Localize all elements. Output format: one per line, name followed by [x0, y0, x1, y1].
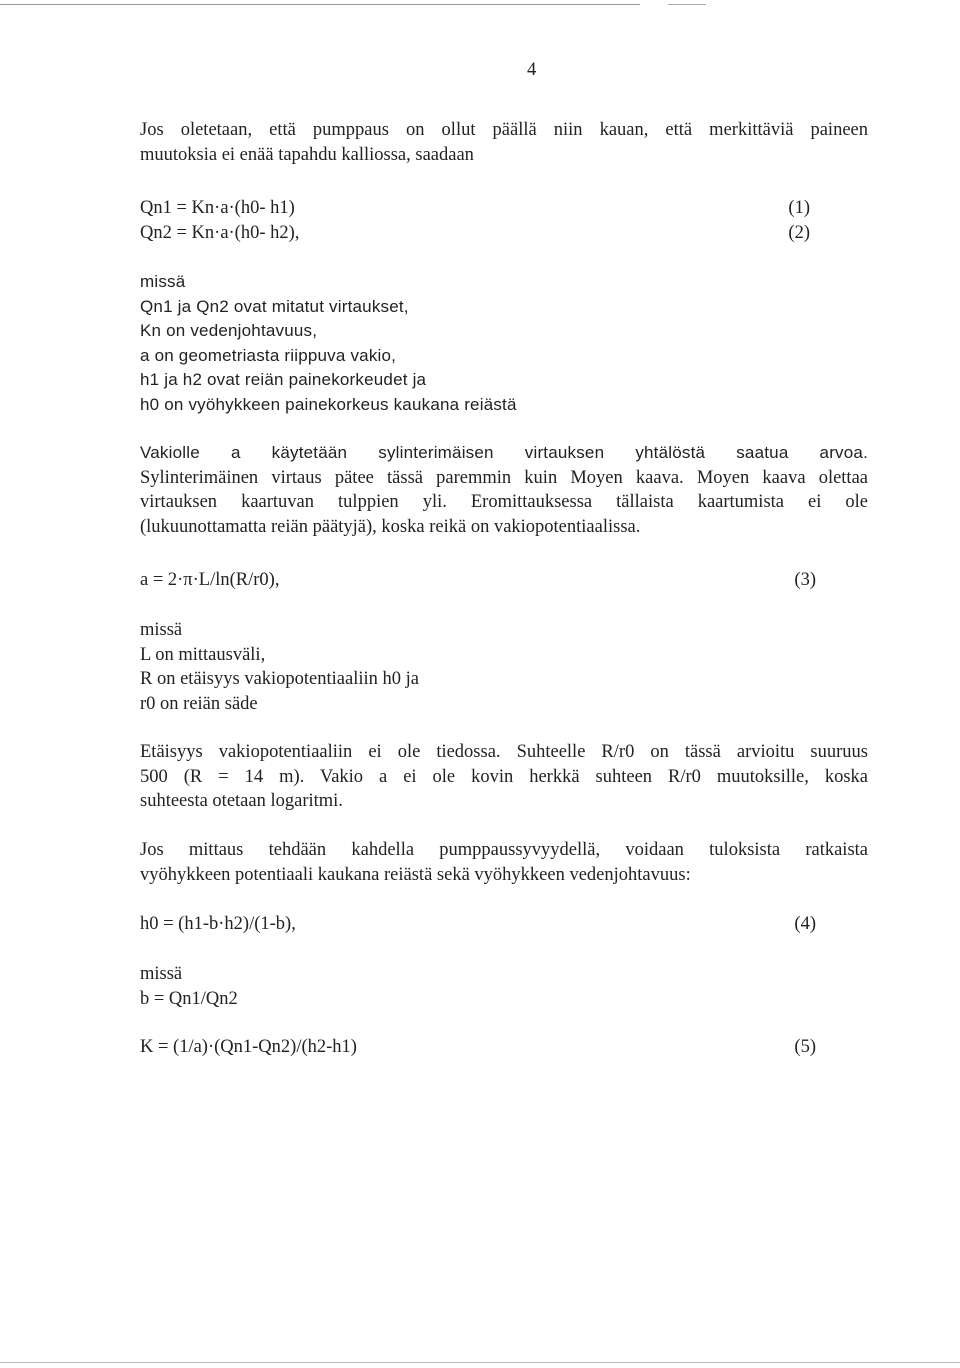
definition-heading: missä	[140, 620, 183, 640]
equation-formula: Qn1 = Kn·a·(h0- h1)	[140, 198, 295, 218]
text-line: Sylinterimäinen virtaus pätee tässä paremmin kuin Moyen kaava. Moyen kaava olettaa	[140, 467, 868, 488]
definition-item: Qn1 ja Qn2 ovat mitatut virtaukset,	[140, 296, 409, 316]
equation-formula: K = (1/a)·(Qn1-Qn2)/(h2-h1)	[140, 1037, 357, 1057]
equation-3	[140, 568, 816, 593]
scan-edge-line	[668, 4, 706, 5]
definition-item: r0 on reiän säde	[140, 693, 258, 714]
definition-heading: missä	[140, 964, 183, 984]
scan-edge-line	[0, 4, 640, 5]
text-line: muutoksia ei enää tapahdu kalliossa, saadaan	[140, 144, 474, 165]
paragraph-jos	[140, 838, 868, 887]
definitions-list	[140, 962, 868, 1011]
equation-5	[140, 1035, 816, 1060]
equation-number: (1)	[788, 198, 810, 218]
paragraph-vakio	[140, 441, 868, 539]
equation-number: (3)	[794, 570, 816, 590]
equation-number: (2)	[788, 223, 810, 243]
definition-item: L on mittausväli,	[140, 644, 266, 665]
scan-edge-line	[0, 1362, 960, 1363]
definition-item: h1 ja h2 ovat reiän painekorkeudet ja	[140, 370, 427, 389]
equation-number: (5)	[794, 1037, 816, 1057]
equation-formula: h0 = (h1-b·h2)/(1-b),	[140, 914, 296, 934]
definitions-list	[140, 618, 868, 716]
definition-item: b = Qn1/Qn2	[140, 988, 238, 1009]
text-line: virtauksen kaartuvan tulppien yli. Eromittauksessa tällaista kaartumista ei ole	[140, 492, 868, 512]
text-line: Vakiolle a käytetään sylinterimäisen virtauksen yhtälöstä saatua arvoa.	[140, 443, 868, 462]
equation-number: (4)	[794, 914, 816, 934]
definition-heading: missä	[140, 272, 186, 291]
definitions-list	[140, 270, 868, 417]
equation-2	[140, 221, 810, 246]
definition-item: a on geometriasta riippuva vakio,	[140, 345, 397, 365]
text-line: (lukuunottamatta reiän päätyjä), koska reikä on vakiopotentiaalissa.	[140, 516, 641, 537]
equation-1	[140, 196, 810, 221]
text-line: Jos oletetaan, että pumppaus on ollut päällä niin kauan, että merkittäviä paineen	[140, 120, 868, 140]
text-line: 500 (R = 14 m). Vakio a ei ole kovin herkkä suhteen R/r0 muutoksille, koska	[140, 766, 868, 787]
text-line: Etäisyys vakiopotentiaaliin ei ole tiedossa. Suhteelle R/r0 on tässä arvioitu suuruus	[140, 742, 868, 762]
definition-item: R on etäisyys vakiopotentiaaliin h0 ja	[140, 669, 419, 689]
definition-item: Kn on vedenjohtavuus,	[140, 321, 318, 340]
text-line: suhteesta otetaan logaritmi.	[140, 791, 343, 811]
intro-paragraph	[140, 118, 868, 167]
page-number: 4	[527, 60, 537, 80]
text-line: vyöhykkeen potentiaali kaukana reiästä sekä vyöhykkeen vedenjohtavuus:	[140, 864, 691, 885]
paragraph-etaisyys	[140, 740, 868, 814]
definition-item: h0 on vyöhykkeen painekorkeus kaukana reiästä	[140, 394, 517, 414]
equation-formula: Qn2 = Kn·a·(h0- h2),	[140, 223, 300, 243]
equation-formula: a = 2·π·L/ln(R/r0),	[140, 570, 280, 590]
equation-4	[140, 912, 816, 937]
text-line: Jos mittaus tehdään kahdella pumppaussyvyydellä, voidaan tuloksista ratkaista	[140, 840, 868, 860]
